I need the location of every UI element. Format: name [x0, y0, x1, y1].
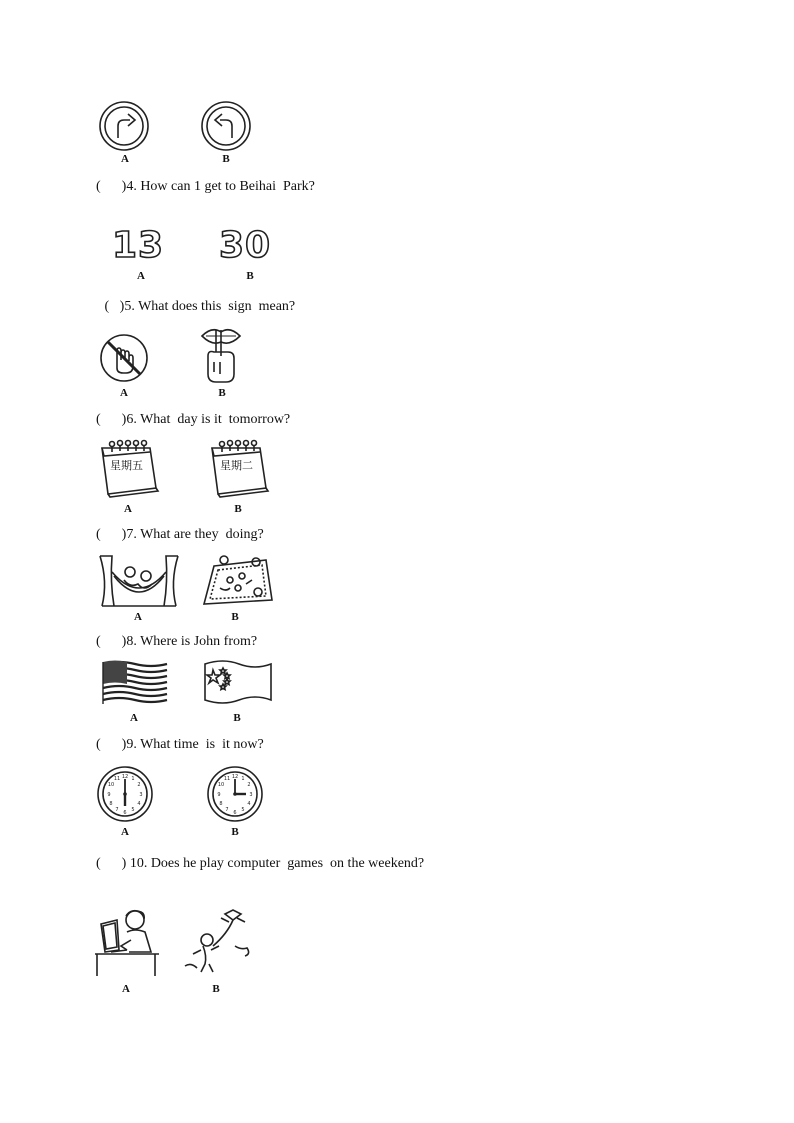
- option-label-a: A: [120, 387, 128, 399]
- svg-text:6: 6: [123, 810, 127, 816]
- be-quiet-sign-icon: [198, 322, 244, 384]
- option-label-b: B: [231, 826, 239, 838]
- svg-text:4: 4: [137, 801, 141, 807]
- svg-text:12: 12: [121, 774, 129, 780]
- usa-flag-icon: [101, 660, 167, 706]
- svg-text:10: 10: [217, 782, 225, 788]
- question-9: ( )9. What time is it now?: [96, 737, 264, 752]
- question-7: ( )7. What are they doing?: [96, 527, 264, 542]
- svg-text:5: 5: [131, 807, 135, 813]
- svg-text:12: 12: [231, 774, 239, 780]
- svg-text:8: 8: [219, 801, 223, 807]
- svg-text:2: 2: [247, 782, 251, 788]
- calendar-a-text: 星期五: [110, 459, 143, 472]
- svg-text:11: 11: [223, 776, 231, 782]
- boy-flying-kite-icon: [183, 906, 255, 978]
- option-label-a: A: [130, 712, 138, 724]
- option-label-a: A: [121, 153, 129, 165]
- svg-text:7: 7: [115, 807, 119, 813]
- svg-text:4: 4: [247, 801, 251, 807]
- question-8: ( )8. Where is John from?: [96, 634, 258, 649]
- turn-left-sign-icon: [200, 100, 252, 152]
- boy-at-computer-icon: [93, 906, 161, 978]
- svg-text:9: 9: [217, 792, 221, 798]
- turn-right-sign-icon: [98, 100, 150, 152]
- calendar-b-text: 星期二: [220, 459, 253, 472]
- svg-text:6: 6: [233, 810, 237, 816]
- china-flag-icon: [203, 660, 273, 706]
- svg-text:8: 8: [109, 801, 113, 807]
- svg-text:1: 1: [131, 776, 135, 782]
- option-label-b: B: [218, 387, 226, 399]
- question-4: ( )4. How can 1 get to Beihai Park?: [96, 179, 315, 194]
- option-label-b: B: [231, 611, 239, 623]
- option-label-b: B: [233, 712, 241, 724]
- svg-text:1: 1: [241, 776, 245, 782]
- svg-text:11: 11: [113, 776, 121, 782]
- bus-number-13: 13: [112, 225, 165, 266]
- option-label-b: B: [222, 153, 230, 165]
- kids-on-hammock-icon: [98, 552, 180, 608]
- kids-having-picnic-icon: [200, 552, 274, 608]
- option-label-a: A: [121, 826, 129, 838]
- no-touching-sign-icon: [99, 333, 149, 383]
- svg-text:5: 5: [241, 807, 245, 813]
- option-label-a: A: [137, 270, 145, 282]
- svg-text:3: 3: [139, 792, 143, 798]
- option-label-b: B: [234, 503, 242, 515]
- option-label-a: A: [134, 611, 142, 623]
- svg-text:2: 2: [137, 782, 141, 788]
- question-10: ( ) 10. Does he play computer games on the weekend?: [96, 856, 425, 871]
- option-label-b: B: [246, 270, 254, 282]
- question-5: ( )5. What does this sign mean?: [101, 299, 296, 314]
- option-label-a: A: [122, 983, 130, 995]
- question-6: ( )6. What day is it tomorrow?: [96, 412, 291, 427]
- bus-number-30: 30: [219, 225, 272, 266]
- clock-three-icon: [206, 765, 264, 823]
- svg-text:3: 3: [249, 792, 253, 798]
- clock-six-icon: [96, 765, 154, 823]
- option-label-a: A: [124, 503, 132, 515]
- svg-text:10: 10: [107, 782, 115, 788]
- svg-text:9: 9: [107, 792, 111, 798]
- svg-text:7: 7: [225, 807, 229, 813]
- option-label-b: B: [212, 983, 220, 995]
